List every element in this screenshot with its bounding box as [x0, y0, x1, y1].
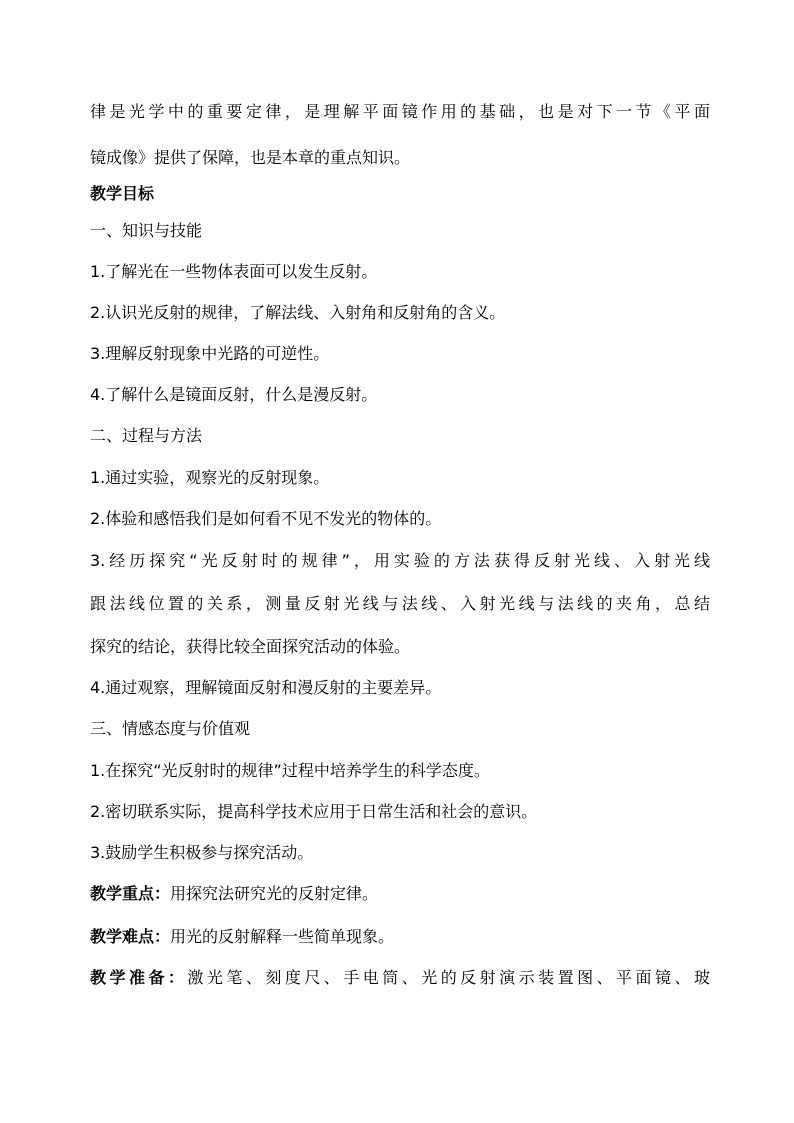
list-item: 3.理解反射现象中光路的可逆性。 [90, 344, 330, 363]
paragraph-line: 律是光学中的重要定律，是理解平面镜作用的基础，也是对下一节《平面 [90, 102, 710, 121]
teaching-key-point-label: 教学重点： [90, 884, 171, 903]
teaching-difficulty-text: 用光的反射解释一些简单现象。 [170, 927, 395, 946]
list-item: 3.鼓励学生积极参与探究活动。 [90, 843, 314, 862]
subsection-heading: 一、知识与技能 [90, 221, 203, 240]
teaching-preparation-label: 教学准备： [90, 968, 188, 987]
teaching-difficulty [90, 927, 710, 947]
list-item: 2.认识光反射的规律，了解法线、入射角和反射角的含义。 [90, 303, 506, 322]
list-item: 2.体验和感悟我们是如何看不见不发光的物体的。 [90, 509, 442, 528]
list-item: 2.密切联系实际，提高科学技术应用于日常生活和社会的意识。 [90, 802, 538, 821]
list-item-continuation: 探究的结论，获得比较全面探究活动的体验。 [90, 637, 411, 656]
list-item-continuation: 跟法线位置的关系，测量反射光线与法线、入射光线与法线的夹角，总结 [90, 594, 710, 613]
subsection-heading: 二、过程与方法 [90, 426, 203, 445]
list-item: 1.通过实验，观察光的反射现象。 [90, 468, 330, 487]
list-item: 4.通过观察，理解镜面反射和漫反射的主要差异。 [90, 678, 442, 697]
teaching-preparation [90, 968, 710, 988]
list-item: 4.了解什么是镜面反射，什么是漫反射。 [90, 385, 378, 404]
teaching-preparation-text: 激光笔、刻度尺、手电筒、光的反射演示装置图、平面镜、玻 [187, 968, 710, 987]
paragraph-line: 镜成像》提供了保障，也是本章的重点知识。 [90, 148, 411, 167]
teaching-key-point [90, 884, 710, 904]
list-item: 1.了解光在一些物体表面可以发生反射。 [90, 262, 378, 281]
teaching-key-point-text: 用探究法研究光的反射定律。 [170, 884, 379, 903]
list-item: 3.经历探究“光反射时的规律”，用实验的方法获得反射光线、入射光线 [90, 551, 710, 570]
list-item: 1.在探究“光反射时的规律”过程中培养学生的科学态度。 [90, 761, 490, 780]
subsection-heading: 三、情感态度与价值观 [90, 719, 251, 738]
section-heading: 教学目标 [90, 184, 155, 203]
teaching-difficulty-label: 教学难点： [90, 927, 171, 946]
